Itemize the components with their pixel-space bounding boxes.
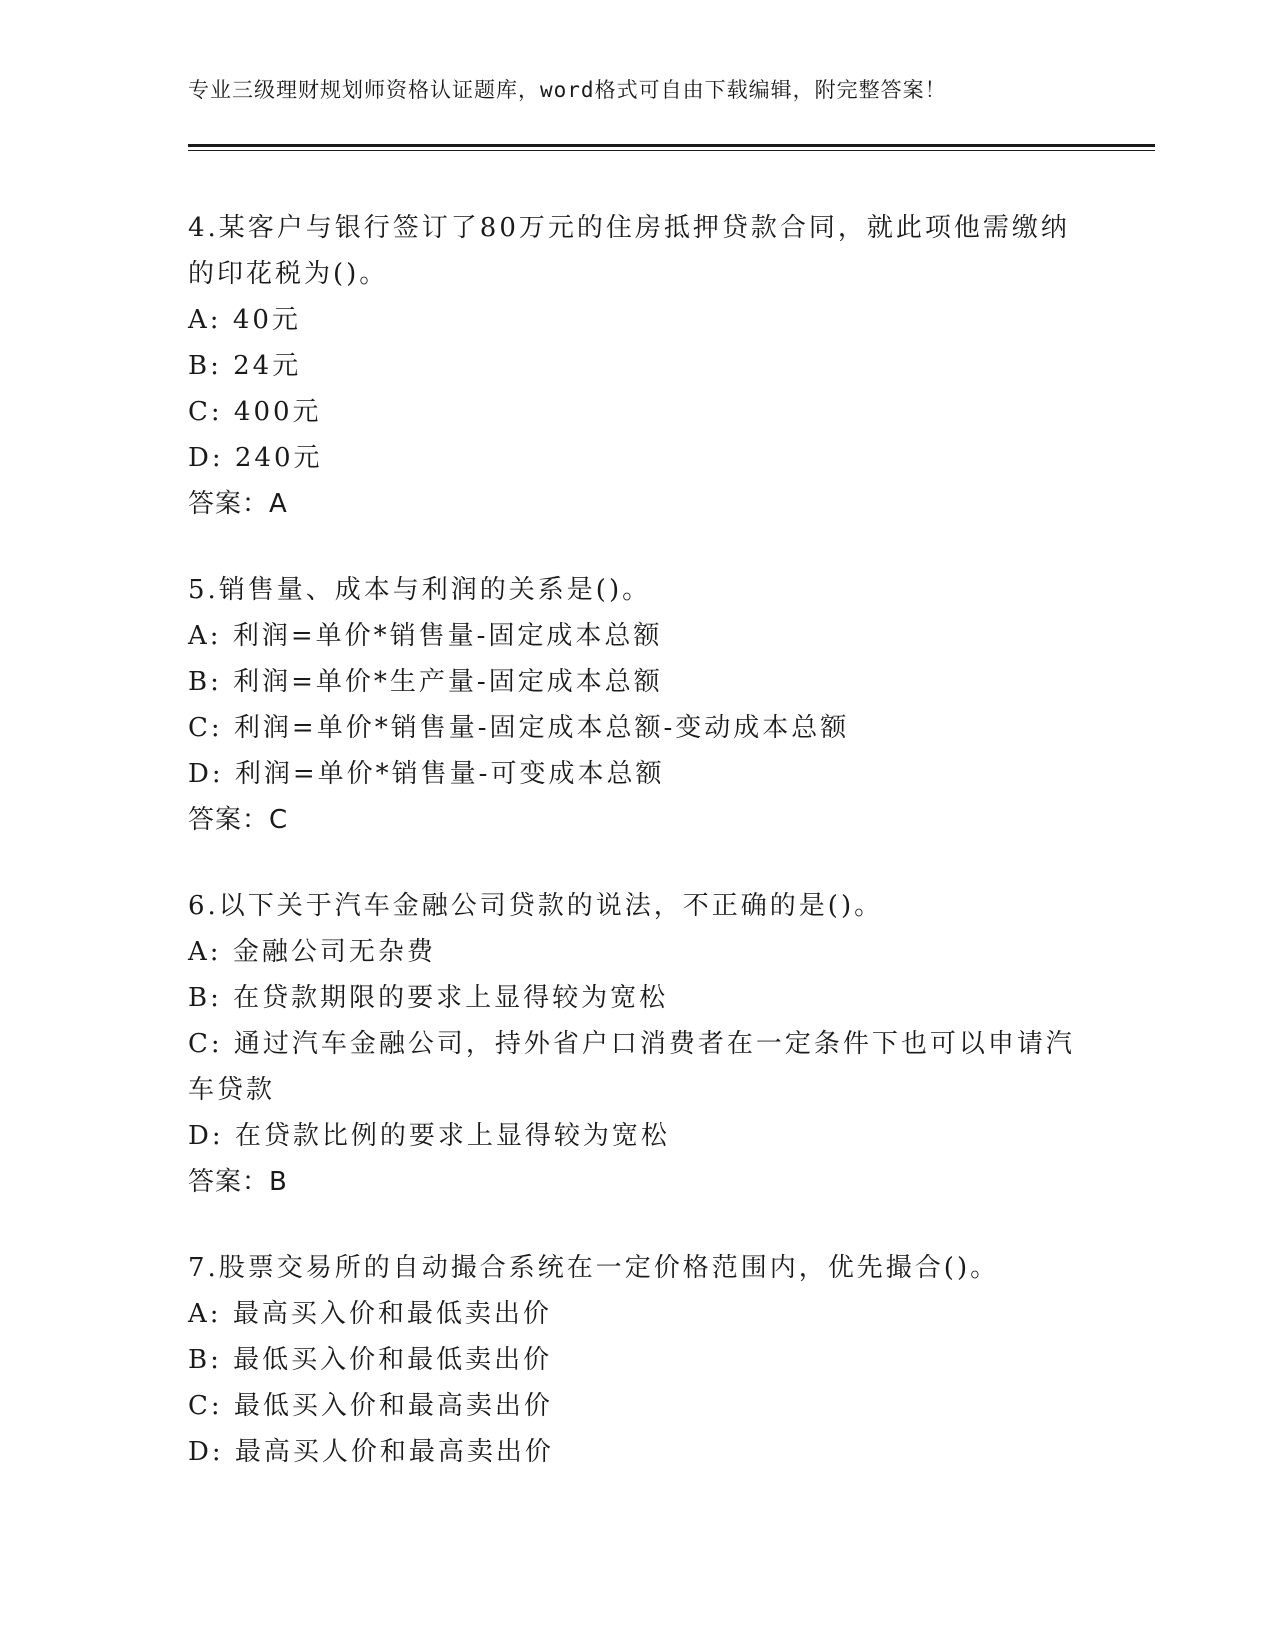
option-a: [188, 929, 1088, 975]
option-text: 利润=单价*销售量-可变成本总额: [234, 759, 665, 789]
option-letter: A:: [188, 305, 222, 335]
option-b: [188, 659, 1088, 705]
option-letter: D:: [188, 443, 224, 473]
option-d: [188, 1113, 1088, 1159]
option-letter: C:: [188, 713, 223, 743]
option-letter: A:: [188, 621, 222, 651]
question-6: [188, 883, 1088, 1205]
option-c: [188, 1383, 1088, 1429]
question-stem: 7.股票交易所的自动撮合系统在一定价格范围内，优先撮合()。: [188, 1253, 1000, 1283]
option-text: 400元: [233, 397, 322, 427]
option-text: 24元: [233, 351, 302, 381]
option-a: [188, 297, 1088, 343]
option-c: [188, 389, 1088, 435]
question-stem: 4.某客户与银行签订了80万元的住房抵押贷款合同，就此项他需缴纳的印花税为()。: [188, 213, 1070, 289]
option-text: 40元: [232, 305, 301, 335]
option-c: [188, 1021, 1088, 1113]
option-text: 在贷款期限的要求上显得较为宽松: [233, 983, 669, 1013]
option-b: [188, 343, 1088, 389]
question-list: [188, 205, 1088, 1515]
option-d: [188, 1429, 1088, 1475]
option-text: 最高买入价和最低卖出价: [232, 1299, 552, 1329]
option-letter: B:: [188, 351, 222, 381]
option-text: 利润=单价*销售量-固定成本总额-变动成本总额: [233, 713, 850, 743]
option-letter: C:: [188, 1029, 223, 1059]
option-letter: B:: [188, 1345, 222, 1375]
question-7: [188, 1245, 1088, 1475]
question-stem: 5.销售量、成本与利润的关系是()。: [188, 575, 652, 605]
answer-line: 答案：C: [188, 805, 289, 835]
question-4: [188, 205, 1088, 527]
option-text: 通过汽车金融公司，持外省户口消费者在一定条件下也可以申请汽车贷款: [188, 1029, 1075, 1105]
option-d: [188, 751, 1088, 797]
option-text: 最低买入价和最低卖出价: [233, 1345, 553, 1375]
question-5: [188, 567, 1088, 843]
option-letter: C:: [188, 1391, 223, 1421]
option-letter: A:: [188, 1299, 222, 1329]
option-b: [188, 975, 1088, 1021]
option-text: 最低买入价和最高卖出价: [233, 1391, 553, 1421]
answer-line: 答案：A: [188, 489, 288, 519]
option-a: [188, 613, 1088, 659]
header-rule-thick: [188, 144, 1155, 147]
header-rule-thin: [188, 150, 1155, 151]
option-letter: D:: [188, 1121, 224, 1151]
option-c: [188, 705, 1088, 751]
option-text: 在贷款比例的要求上显得较为宽松: [234, 1121, 670, 1151]
option-text: 240元: [234, 443, 323, 473]
option-text: 金融公司无杂费: [232, 937, 436, 967]
option-letter: C:: [188, 397, 223, 427]
option-letter: A:: [188, 937, 222, 967]
option-a: [188, 1291, 1088, 1337]
option-letter: B:: [188, 667, 222, 697]
answer-line: 答案：B: [188, 1167, 288, 1197]
option-letter: B:: [188, 983, 222, 1013]
option-b: [188, 1337, 1088, 1383]
option-d: [188, 435, 1088, 481]
option-text: 最高买人价和最高卖出价: [234, 1437, 554, 1467]
option-letter: D:: [188, 759, 224, 789]
question-stem: 6.以下关于汽车金融公司贷款的说法，不正确的是()。: [188, 891, 884, 921]
option-letter: D:: [188, 1437, 224, 1467]
page-header: 专业三级理财规划师资格认证题库，word格式可自由下载编辑，附完整答案！: [188, 78, 947, 102]
option-text: 利润=单价*生产量-固定成本总额: [233, 667, 663, 697]
option-text: 利润=单价*销售量-固定成本总额: [232, 621, 663, 651]
